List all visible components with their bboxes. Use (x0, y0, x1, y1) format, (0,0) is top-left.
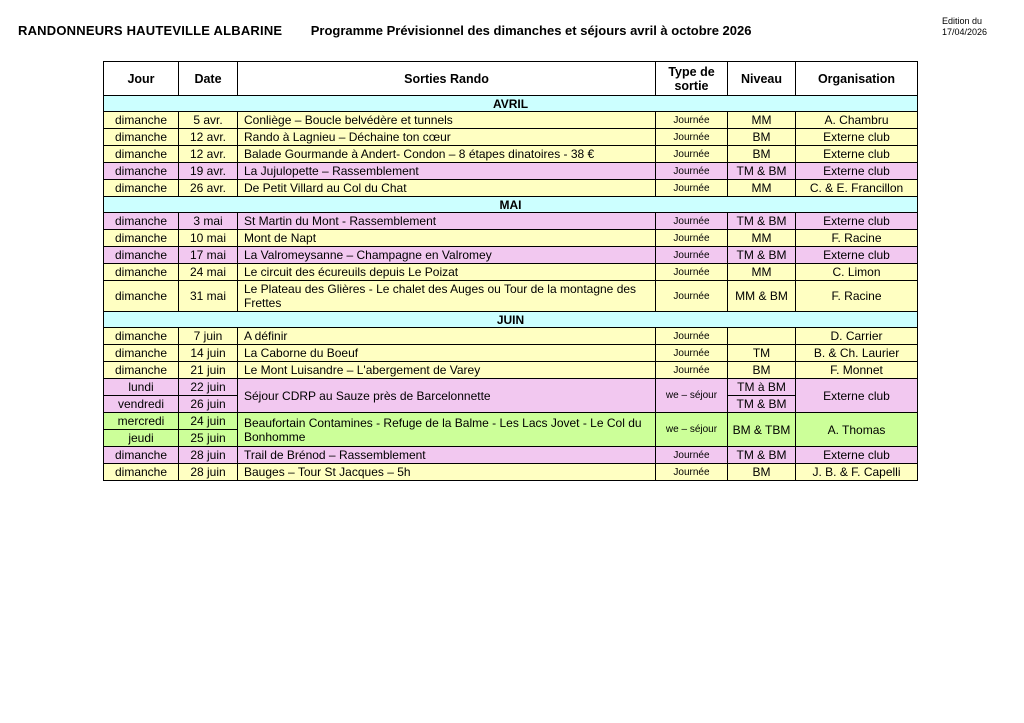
cell-org: A. Thomas (796, 413, 918, 447)
month-label: JUIN (104, 312, 918, 328)
edition-date: 17/04/2026 (942, 27, 988, 38)
cell-date: 5 avr. (179, 112, 238, 129)
cell-type: Journée (656, 129, 728, 146)
cell-org: Externe club (796, 146, 918, 163)
cell-date: 12 avr. (179, 146, 238, 163)
cell-org: Externe club (796, 247, 918, 264)
column-header-organisation: Organisation (796, 62, 918, 96)
cell-niveau: TM à BM (728, 379, 796, 396)
cell-date: 21 juin (179, 362, 238, 379)
cell-jour: mercredi (104, 413, 179, 430)
cell-org: Externe club (796, 129, 918, 146)
column-header-type: Type de sortie (656, 62, 728, 96)
cell-jour: lundi (104, 379, 179, 396)
table-row (104, 447, 918, 464)
cell-date: 12 avr. (179, 129, 238, 146)
page-title: Programme Prévisionnel des dimanches et séjours avril à octobre 2026 (310, 23, 752, 38)
month-label: MAI (104, 197, 918, 213)
cell-date: 26 juin (179, 396, 238, 413)
cell-jour: jeudi (104, 430, 179, 447)
cell-type: Journée (656, 112, 728, 129)
cell-sortie: Le circuit des écureuils depuis Le Poizat (238, 264, 656, 281)
table-row (104, 230, 918, 247)
cell-sortie: Le Plateau des Glières - Le chalet des Auges ou Tour de la montagne des Frettes (238, 281, 656, 312)
cell-org: C. Limon (796, 264, 918, 281)
cell-jour: dimanche (104, 362, 179, 379)
cell-date: 10 mai (179, 230, 238, 247)
table-row (104, 146, 918, 163)
cell-org: F. Monnet (796, 362, 918, 379)
cell-type: Journée (656, 464, 728, 481)
cell-org: D. Carrier (796, 328, 918, 345)
cell-niveau: TM & BM (728, 447, 796, 464)
cell-jour: dimanche (104, 345, 179, 362)
cell-org: F. Racine (796, 281, 918, 312)
table-row (104, 163, 918, 180)
cell-type: Journée (656, 447, 728, 464)
cell-niveau: BM (728, 129, 796, 146)
cell-type: we – séjour (656, 413, 728, 447)
cell-jour: dimanche (104, 447, 179, 464)
document-header (18, 16, 1008, 40)
table-row (104, 112, 918, 129)
cell-niveau: BM (728, 362, 796, 379)
cell-org: J. B. & F. Capelli (796, 464, 918, 481)
table-row (104, 129, 918, 146)
cell-org: Externe club (796, 379, 918, 413)
cell-sortie: De Petit Villard au Col du Chat (238, 180, 656, 197)
cell-type: Journée (656, 146, 728, 163)
cell-date: 17 mai (179, 247, 238, 264)
cell-niveau (728, 328, 796, 345)
cell-sortie: Conliège – Boucle belvédère et tunnels (238, 112, 656, 129)
table-row (104, 328, 918, 345)
cell-sortie: La Jujulopette – Rassemblement (238, 163, 656, 180)
table-row (104, 281, 918, 312)
table-row (104, 180, 918, 197)
cell-type: Journée (656, 163, 728, 180)
cell-sortie: Séjour CDRP au Sauze près de Barcelonnette (238, 379, 656, 413)
cell-jour: dimanche (104, 180, 179, 197)
cell-date: 22 juin (179, 379, 238, 396)
cell-niveau: MM (728, 112, 796, 129)
cell-jour: dimanche (104, 281, 179, 312)
cell-type: Journée (656, 264, 728, 281)
cell-jour: dimanche (104, 129, 179, 146)
cell-niveau: TM & BM (728, 396, 796, 413)
cell-date: 19 avr. (179, 163, 238, 180)
cell-niveau: MM (728, 180, 796, 197)
table-row (104, 213, 918, 230)
cell-niveau: BM (728, 146, 796, 163)
cell-jour: dimanche (104, 464, 179, 481)
table-row (104, 464, 918, 481)
edition-label: Edition du (942, 16, 983, 26)
cell-type: Journée (656, 247, 728, 264)
table-row (104, 413, 918, 430)
cell-niveau: MM (728, 264, 796, 281)
cell-sortie: La Valromeysanne – Champagne en Valromey (238, 247, 656, 264)
cell-niveau: BM (728, 464, 796, 481)
column-header-date: Date (179, 62, 238, 96)
cell-sortie: La Caborne du Boeuf (238, 345, 656, 362)
cell-org: Externe club (796, 213, 918, 230)
cell-jour: dimanche (104, 247, 179, 264)
cell-sortie: Trail de Brénod – Rassemblement (238, 447, 656, 464)
program-table-body (104, 96, 918, 481)
cell-org: F. Racine (796, 230, 918, 247)
cell-org: A. Chambru (796, 112, 918, 129)
header-row (104, 62, 918, 96)
table-row (104, 264, 918, 281)
cell-type: we – séjour (656, 379, 728, 413)
cell-date: 7 juin (179, 328, 238, 345)
cell-niveau: MM & BM (728, 281, 796, 312)
cell-date: 28 juin (179, 447, 238, 464)
month-header-row (104, 312, 918, 328)
cell-niveau: TM & BM (728, 213, 796, 230)
table-row (104, 362, 918, 379)
cell-sortie: St Martin du Mont - Rassemblement (238, 213, 656, 230)
table-row (104, 345, 918, 362)
cell-sortie: Mont de Napt (238, 230, 656, 247)
cell-date: 14 juin (179, 345, 238, 362)
cell-org: Externe club (796, 163, 918, 180)
cell-jour: dimanche (104, 264, 179, 281)
cell-jour: dimanche (104, 146, 179, 163)
cell-niveau: TM (728, 345, 796, 362)
cell-date: 24 juin (179, 413, 238, 430)
month-header-row (104, 96, 918, 112)
program-table (103, 61, 918, 481)
cell-niveau: TM & BM (728, 247, 796, 264)
cell-jour: dimanche (104, 328, 179, 345)
cell-jour: dimanche (104, 213, 179, 230)
cell-niveau: BM & TBM (728, 413, 796, 447)
cell-type: Journée (656, 345, 728, 362)
cell-org: B. & Ch. Laurier (796, 345, 918, 362)
column-header-niveau: Niveau (728, 62, 796, 96)
cell-jour: vendredi (104, 396, 179, 413)
cell-jour: dimanche (104, 163, 179, 180)
cell-type: Journée (656, 281, 728, 312)
cell-sortie: Rando à Lagnieu – Déchaine ton cœur (238, 129, 656, 146)
column-header-jour: Jour (104, 62, 179, 96)
table-header (104, 62, 918, 96)
column-header-sorties: Sorties Rando (238, 62, 656, 96)
month-header-row (104, 197, 918, 213)
cell-niveau: TM & BM (728, 163, 796, 180)
club-name: RANDONNEURS HAUTEVILLE ALBARINE (18, 23, 283, 38)
cell-type: Journée (656, 230, 728, 247)
cell-date: 31 mai (179, 281, 238, 312)
edition-info (942, 16, 1000, 39)
cell-niveau: MM (728, 230, 796, 247)
cell-date: 3 mai (179, 213, 238, 230)
cell-org: C. & E. Francillon (796, 180, 918, 197)
month-label: AVRIL (104, 96, 918, 112)
cell-type: Journée (656, 213, 728, 230)
cell-date: 24 mai (179, 264, 238, 281)
cell-org: Externe club (796, 447, 918, 464)
cell-sortie: Balade Gourmande à Andert- Condon – 8 étapes dinatoires - 38 € (238, 146, 656, 163)
cell-sortie: A définir (238, 328, 656, 345)
cell-date: 26 avr. (179, 180, 238, 197)
cell-sortie: Bauges – Tour St Jacques – 5h (238, 464, 656, 481)
cell-jour: dimanche (104, 112, 179, 129)
cell-type: Journée (656, 180, 728, 197)
cell-sortie: Le Mont Luisandre – L'abergement de Varey (238, 362, 656, 379)
cell-jour: dimanche (104, 230, 179, 247)
cell-type: Journée (656, 362, 728, 379)
table-row (104, 247, 918, 264)
cell-type: Journée (656, 328, 728, 345)
cell-date: 28 juin (179, 464, 238, 481)
table-row (104, 379, 918, 396)
cell-sortie: Beaufortain Contamines - Refuge de la Balme - Les Lacs Jovet - Le Col du Bonhomme (238, 413, 656, 447)
cell-date: 25 juin (179, 430, 238, 447)
